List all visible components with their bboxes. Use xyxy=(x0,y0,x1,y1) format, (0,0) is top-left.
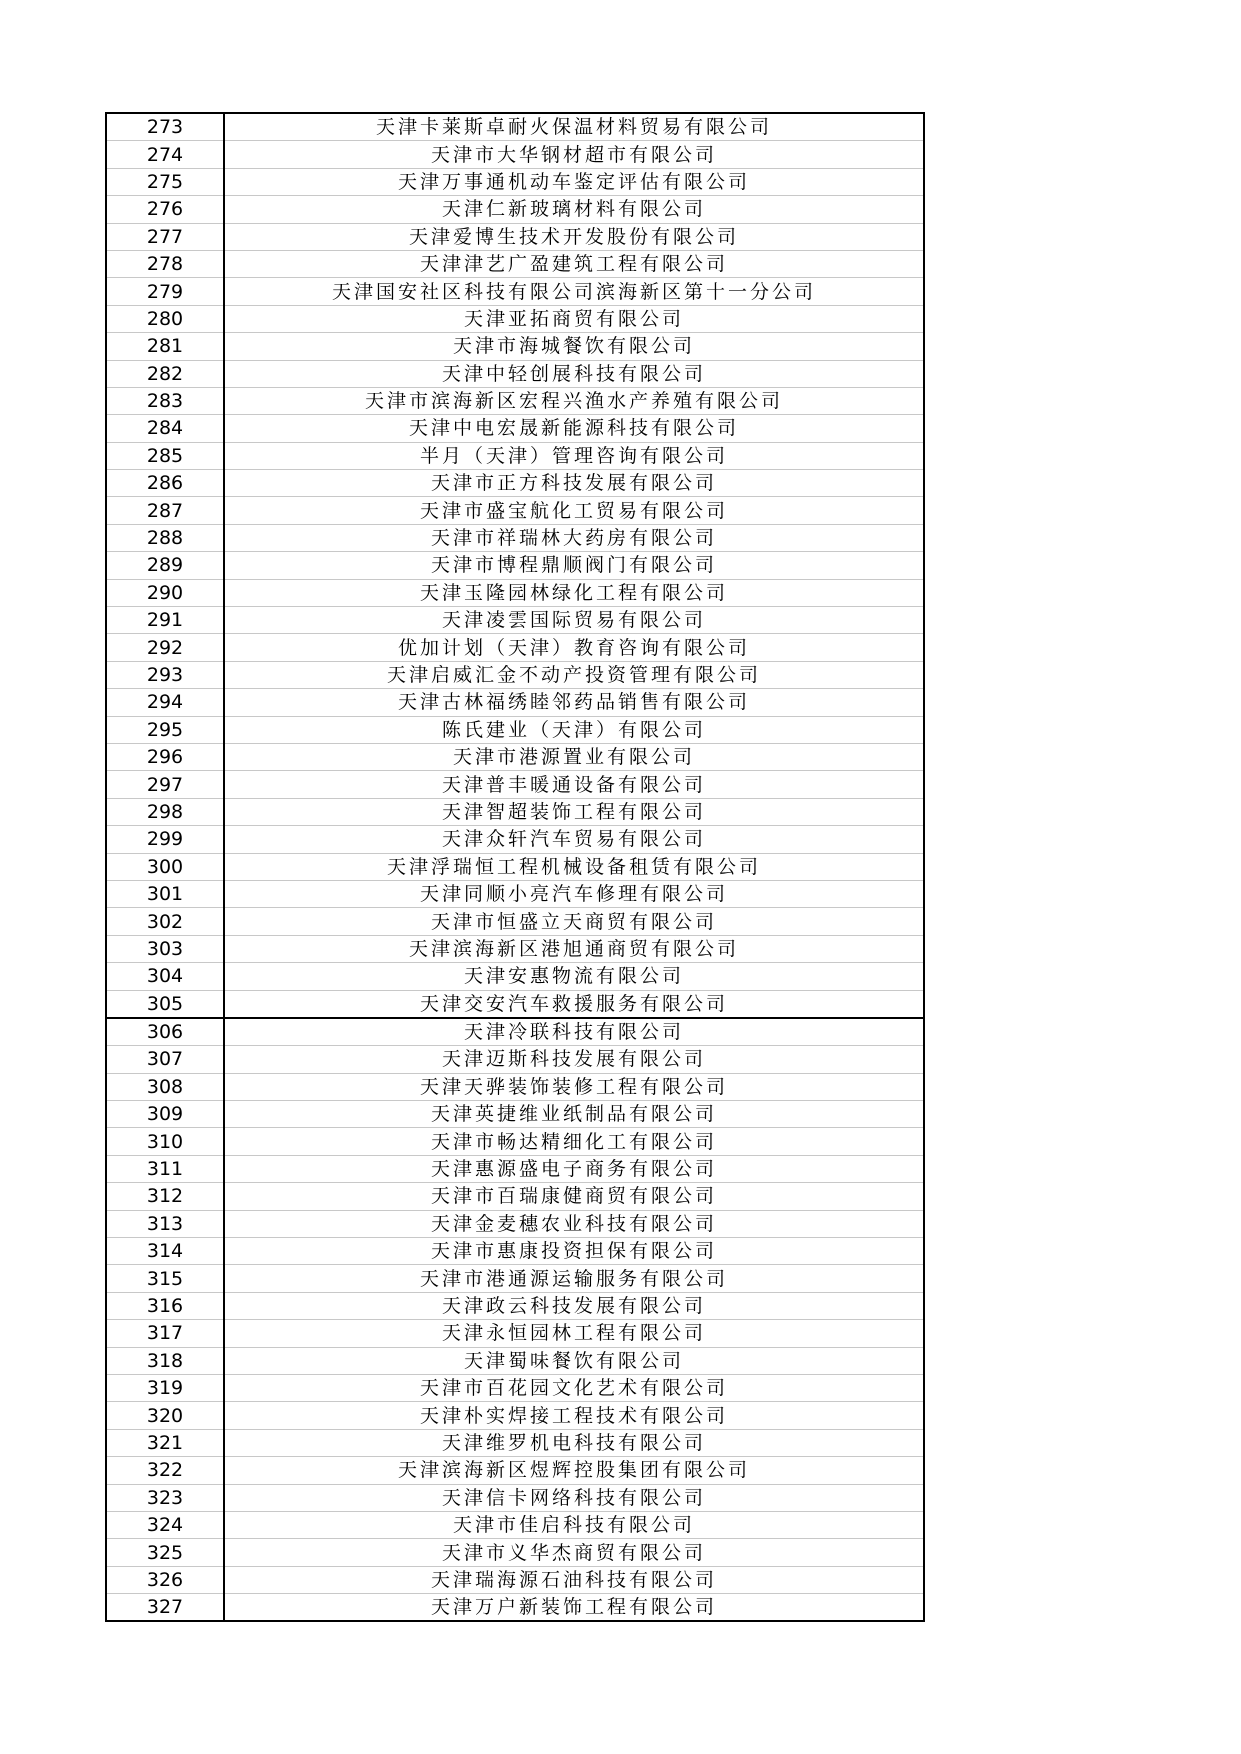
row-number: 289 xyxy=(106,552,224,579)
row-number: 292 xyxy=(106,634,224,661)
table-row xyxy=(106,278,924,305)
row-number: 326 xyxy=(106,1566,224,1593)
row-number: 319 xyxy=(106,1374,224,1401)
row-number: 294 xyxy=(106,689,224,716)
row-number: 279 xyxy=(106,278,224,305)
table-row xyxy=(106,1566,924,1593)
row-number: 290 xyxy=(106,579,224,606)
company-name: 天津朴实焊接工程技术有限公司 xyxy=(224,1402,924,1429)
table-row xyxy=(106,771,924,798)
row-number: 306 xyxy=(106,1018,224,1046)
company-name: 天津中电宏晟新能源科技有限公司 xyxy=(224,415,924,442)
table-row xyxy=(106,250,924,277)
table-row xyxy=(106,1594,924,1622)
row-number: 320 xyxy=(106,1402,224,1429)
table-row xyxy=(106,1320,924,1347)
row-number: 291 xyxy=(106,607,224,634)
row-number: 324 xyxy=(106,1511,224,1538)
row-number: 295 xyxy=(106,716,224,743)
row-number: 274 xyxy=(106,141,224,168)
table-row xyxy=(106,607,924,634)
row-number: 287 xyxy=(106,497,224,524)
row-number: 297 xyxy=(106,771,224,798)
company-name: 天津惠源盛电子商务有限公司 xyxy=(224,1155,924,1182)
company-name: 天津卡莱斯卓耐火保温材料贸易有限公司 xyxy=(224,113,924,141)
table-row xyxy=(106,1210,924,1237)
table-row xyxy=(106,360,924,387)
row-number: 301 xyxy=(106,880,224,907)
row-number: 322 xyxy=(106,1457,224,1484)
table-row xyxy=(106,141,924,168)
table-row xyxy=(106,333,924,360)
table-row xyxy=(106,716,924,743)
company-name: 天津启威汇金不动产投资管理有限公司 xyxy=(224,661,924,688)
company-name: 天津市滨海新区宏程兴渔水产养殖有限公司 xyxy=(224,387,924,414)
table-row xyxy=(106,1511,924,1538)
company-name: 天津亚拓商贸有限公司 xyxy=(224,305,924,332)
row-number: 327 xyxy=(106,1594,224,1622)
company-name: 天津滨海新区港旭通商贸有限公司 xyxy=(224,935,924,962)
table-row xyxy=(106,1292,924,1319)
row-number: 305 xyxy=(106,990,224,1018)
table-row xyxy=(106,524,924,551)
company-name: 天津爱博生技术开发股份有限公司 xyxy=(224,223,924,250)
row-number: 307 xyxy=(106,1046,224,1073)
company-name: 天津滨海新区煜辉控股集团有限公司 xyxy=(224,1457,924,1484)
table-row xyxy=(106,1128,924,1155)
row-number: 323 xyxy=(106,1484,224,1511)
company-name: 天津政云科技发展有限公司 xyxy=(224,1292,924,1319)
company-name: 天津市盛宝航化工贸易有限公司 xyxy=(224,497,924,524)
company-name: 天津市畅达精细化工有限公司 xyxy=(224,1128,924,1155)
company-list-body xyxy=(106,113,924,1621)
company-name: 天津万事通机动车鉴定评估有限公司 xyxy=(224,168,924,195)
row-number: 299 xyxy=(106,826,224,853)
row-number: 312 xyxy=(106,1183,224,1210)
company-name: 天津安惠物流有限公司 xyxy=(224,963,924,990)
table-row xyxy=(106,853,924,880)
table-row xyxy=(106,1429,924,1456)
row-number: 316 xyxy=(106,1292,224,1319)
company-name: 天津国安社区科技有限公司滨海新区第十一分公司 xyxy=(224,278,924,305)
table-row xyxy=(106,689,924,716)
company-name: 天津蜀味餐饮有限公司 xyxy=(224,1347,924,1374)
row-number: 317 xyxy=(106,1320,224,1347)
company-name: 天津迈斯科技发展有限公司 xyxy=(224,1046,924,1073)
table-row xyxy=(106,1101,924,1128)
row-number: 314 xyxy=(106,1238,224,1265)
table-row xyxy=(106,935,924,962)
table-row xyxy=(106,963,924,990)
row-number: 315 xyxy=(106,1265,224,1292)
row-number: 286 xyxy=(106,470,224,497)
table-row xyxy=(106,497,924,524)
table-row xyxy=(106,1484,924,1511)
table-row xyxy=(106,1347,924,1374)
company-name: 天津市大华钢材超市有限公司 xyxy=(224,141,924,168)
table-row xyxy=(106,1402,924,1429)
row-number: 300 xyxy=(106,853,224,880)
table-row xyxy=(106,1265,924,1292)
table-row xyxy=(106,1155,924,1182)
company-name: 天津市港源置业有限公司 xyxy=(224,743,924,770)
table-row xyxy=(106,305,924,332)
company-name: 天津市祥瑞林大药房有限公司 xyxy=(224,524,924,551)
table-row xyxy=(106,661,924,688)
company-name: 优加计划（天津）教育咨询有限公司 xyxy=(224,634,924,661)
company-name: 天津交安汽车救援服务有限公司 xyxy=(224,990,924,1018)
table-row xyxy=(106,442,924,469)
row-number: 288 xyxy=(106,524,224,551)
company-name: 天津仁新玻璃材料有限公司 xyxy=(224,196,924,223)
row-number: 308 xyxy=(106,1073,224,1100)
company-name: 天津永恒园林工程有限公司 xyxy=(224,1320,924,1347)
row-number: 278 xyxy=(106,250,224,277)
row-number: 283 xyxy=(106,387,224,414)
table-row xyxy=(106,1238,924,1265)
table-row xyxy=(106,1374,924,1401)
company-name: 天津津艺广盈建筑工程有限公司 xyxy=(224,250,924,277)
row-number: 303 xyxy=(106,935,224,962)
row-number: 310 xyxy=(106,1128,224,1155)
table-row xyxy=(106,634,924,661)
table-row xyxy=(106,1539,924,1566)
table-row xyxy=(106,743,924,770)
row-number: 321 xyxy=(106,1429,224,1456)
row-number: 282 xyxy=(106,360,224,387)
company-name: 天津市惠康投资担保有限公司 xyxy=(224,1238,924,1265)
company-name: 天津瑞海源石油科技有限公司 xyxy=(224,1566,924,1593)
company-name: 天津市正方科技发展有限公司 xyxy=(224,470,924,497)
company-name: 天津市博程鼎顺阀门有限公司 xyxy=(224,552,924,579)
company-name: 天津万户新装饰工程有限公司 xyxy=(224,1594,924,1622)
company-name: 天津市百瑞康健商贸有限公司 xyxy=(224,1183,924,1210)
company-name: 天津凌雲国际贸易有限公司 xyxy=(224,607,924,634)
company-name: 天津天骅装饰装修工程有限公司 xyxy=(224,1073,924,1100)
row-number: 275 xyxy=(106,168,224,195)
row-number: 309 xyxy=(106,1101,224,1128)
row-number: 276 xyxy=(106,196,224,223)
table-row xyxy=(106,552,924,579)
company-name: 天津智超装饰工程有限公司 xyxy=(224,798,924,825)
table-row xyxy=(106,1018,924,1046)
company-name: 天津众轩汽车贸易有限公司 xyxy=(224,826,924,853)
table-row xyxy=(106,1183,924,1210)
row-number: 325 xyxy=(106,1539,224,1566)
table-row xyxy=(106,1073,924,1100)
company-name: 天津市恒盛立天商贸有限公司 xyxy=(224,908,924,935)
table-row xyxy=(106,579,924,606)
table-row xyxy=(106,990,924,1018)
company-name: 天津中轻创展科技有限公司 xyxy=(224,360,924,387)
table-row xyxy=(106,880,924,907)
company-name: 陈氏建业（天津）有限公司 xyxy=(224,716,924,743)
company-name: 天津维罗机电科技有限公司 xyxy=(224,1429,924,1456)
row-number: 285 xyxy=(106,442,224,469)
table-row xyxy=(106,826,924,853)
table-row xyxy=(106,415,924,442)
company-name: 天津浮瑞恒工程机械设备租赁有限公司 xyxy=(224,853,924,880)
company-name: 天津冷联科技有限公司 xyxy=(224,1018,924,1046)
row-number: 296 xyxy=(106,743,224,770)
table-row xyxy=(106,798,924,825)
table-row xyxy=(106,168,924,195)
row-number: 311 xyxy=(106,1155,224,1182)
company-name: 天津玉隆园林绿化工程有限公司 xyxy=(224,579,924,606)
row-number: 284 xyxy=(106,415,224,442)
table-row xyxy=(106,470,924,497)
row-number: 281 xyxy=(106,333,224,360)
company-name: 天津英捷维业纸制品有限公司 xyxy=(224,1101,924,1128)
company-name: 天津市佳启科技有限公司 xyxy=(224,1511,924,1538)
table-row xyxy=(106,387,924,414)
company-list-table xyxy=(105,112,925,1622)
table-row xyxy=(106,223,924,250)
company-name: 天津市义华杰商贸有限公司 xyxy=(224,1539,924,1566)
company-name: 天津金麦穗农业科技有限公司 xyxy=(224,1210,924,1237)
row-number: 318 xyxy=(106,1347,224,1374)
row-number: 273 xyxy=(106,113,224,141)
row-number: 298 xyxy=(106,798,224,825)
row-number: 304 xyxy=(106,963,224,990)
company-name: 天津市港通源运输服务有限公司 xyxy=(224,1265,924,1292)
table-row xyxy=(106,1457,924,1484)
row-number: 293 xyxy=(106,661,224,688)
table-row xyxy=(106,113,924,141)
company-name: 天津市百花园文化艺术有限公司 xyxy=(224,1374,924,1401)
table-row xyxy=(106,1046,924,1073)
company-name: 半月（天津）管理咨询有限公司 xyxy=(224,442,924,469)
company-name: 天津市海城餐饮有限公司 xyxy=(224,333,924,360)
company-name: 天津信卡网络科技有限公司 xyxy=(224,1484,924,1511)
company-name: 天津同顺小亮汽车修理有限公司 xyxy=(224,880,924,907)
row-number: 277 xyxy=(106,223,224,250)
row-number: 280 xyxy=(106,305,224,332)
company-name: 天津古林福绣睦邻药品销售有限公司 xyxy=(224,689,924,716)
row-number: 313 xyxy=(106,1210,224,1237)
table-row xyxy=(106,908,924,935)
table-row xyxy=(106,196,924,223)
row-number: 302 xyxy=(106,908,224,935)
company-name: 天津普丰暖通设备有限公司 xyxy=(224,771,924,798)
